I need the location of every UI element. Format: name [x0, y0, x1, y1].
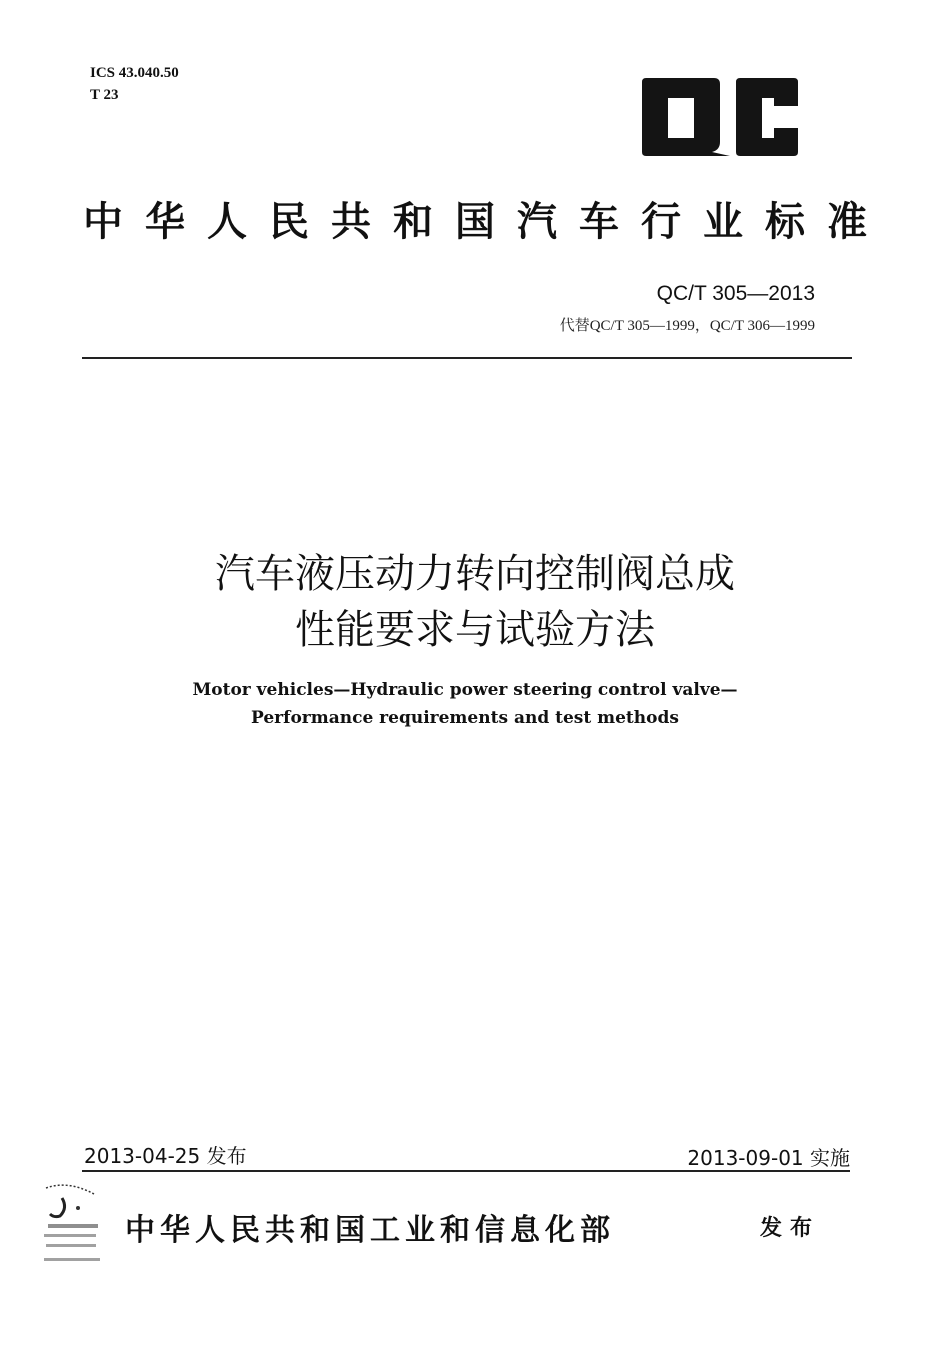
title-en-line2: Performance requirements and test methods — [251, 708, 679, 728]
replaces-note: 代替QC/T 305—1999，QC/T 306—1999 — [559, 318, 815, 334]
top-divider — [82, 357, 852, 359]
issuing-authority: 中华人民共和国工业和信息化部 — [125, 1213, 615, 1248]
category-code: T 23 — [90, 87, 119, 103]
title-en-line1: Motor vehicles—Hydraulic power steering control valve— — [192, 680, 738, 700]
standard-code: QC/T 305—2013 — [656, 282, 815, 305]
issuing-suffix: 发布 — [760, 1216, 821, 1241]
title-cn-line1: 汽车液压动力转向控制阀总成 — [215, 551, 735, 597]
ics-block — [90, 62, 179, 106]
ics-number: ICS 43.040.50 — [90, 65, 179, 81]
effective-date: 2013-09-01 实施 — [687, 1146, 850, 1170]
standard-category-title: 中华人民共和国汽车行业标准 — [83, 199, 889, 245]
bottom-divider — [82, 1170, 850, 1172]
seller-stamp-icon — [38, 1178, 108, 1274]
qc-logo — [638, 76, 800, 158]
publish-date: 2013-04-25 发布 — [84, 1144, 247, 1168]
title-cn-line2: 性能要求与试验方法 — [295, 607, 655, 653]
